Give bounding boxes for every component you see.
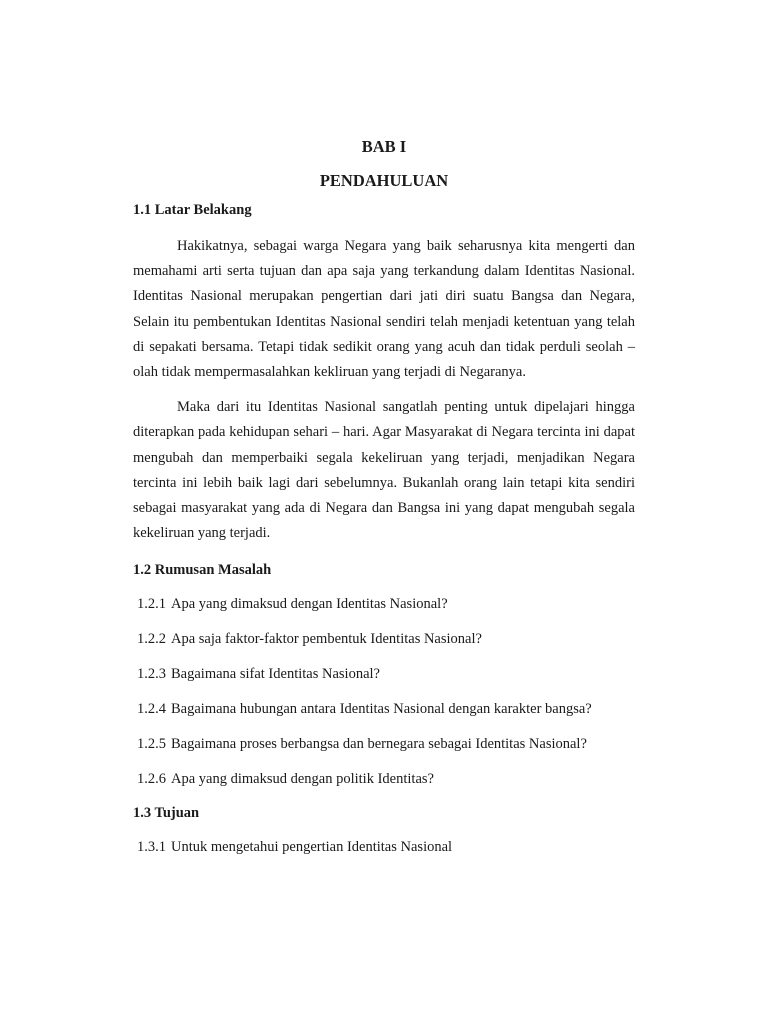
section-heading-problems: 1.2 Rumusan Masalah	[133, 562, 272, 579]
list-item-text: Bagaimana hubungan antara Identitas Nasional dengan karakter bangsa?	[171, 701, 592, 718]
list-item	[133, 734, 635, 754]
list-item-text: Bagaimana proses berbangsa dan bernegara sebagai Identitas Nasional?	[171, 736, 587, 753]
list-item-number: 1.3.1	[137, 839, 166, 856]
list-item-number: 1.2.5	[137, 736, 166, 753]
background-paragraph-2: Maka dari itu Identitas Nasional sangatlah penting untuk dipelajari hingga diterapkan pada kehidupan sehari – hari. Agar Masyarakat di Negara tercinta ini dapat mengubah dan memperbaiki segala kekeliruan yang terjadi, menjadikan Negara tercinta ini lebih baik lagi dari sebelumnya. Bukanlah orang lain tetapi kita sendiri sebagai masyarakat yang ada di Negara dan Bangsa ini yang dapat mengubah segala kekeliruan yang terjadi.	[133, 399, 635, 542]
list-item-text: Apa saja faktor-faktor pembentuk Identitas Nasional?	[171, 631, 482, 648]
list-item	[133, 769, 635, 789]
list-item-number: 1.2.1	[137, 596, 166, 613]
list-item-text: Untuk mengetahui pengertian Identitas Nasional	[171, 839, 453, 856]
list-item	[133, 699, 635, 719]
background-paragraph-1: Hakikatnya, sebagai warga Negara yang baik seharusnya kita mengerti dan memahami arti serta tujuan dan apa saja yang terkandung dalam Identitas Nasional. Identitas Nasional merupakan pengertian dari jati diri suatu Bangsa dan Negara, Selain itu pembentukan Identitas Nasional sendiri telah menjadi ketentuan yang telah di sepakati bersama. Tetapi tidak sedikit orang yang acuh dan tidak perduli seolah – olah tidak mempermasalahkan kekliruan yang terjadi di Negaranya.	[133, 238, 635, 381]
list-item	[133, 664, 635, 684]
list-item-text: Apa yang dimaksud dengan politik Identitas?	[171, 771, 434, 788]
list-item-text: Bagaimana sifat Identitas Nasional?	[171, 666, 380, 683]
list-item-number: 1.2.2	[137, 631, 166, 648]
list-item-number: 1.2.4	[137, 701, 166, 718]
list-item-number: 1.2.3	[137, 666, 166, 683]
section-heading-background: 1.1 Latar Belakang	[133, 202, 252, 218]
chapter-title: PENDAHULUAN	[319, 171, 449, 190]
list-item	[133, 594, 635, 614]
list-item	[133, 837, 635, 857]
document-body	[133, 130, 635, 857]
chapter-label: BAB I	[361, 137, 407, 156]
list-item-text: Apa yang dimaksud dengan Identitas Nasional?	[171, 596, 448, 613]
problems-list	[133, 594, 635, 789]
section-heading-goals: 1.3 Tujuan	[133, 805, 200, 822]
list-item	[133, 629, 635, 649]
goals-list	[133, 837, 635, 857]
list-item-number: 1.2.6	[137, 771, 166, 788]
